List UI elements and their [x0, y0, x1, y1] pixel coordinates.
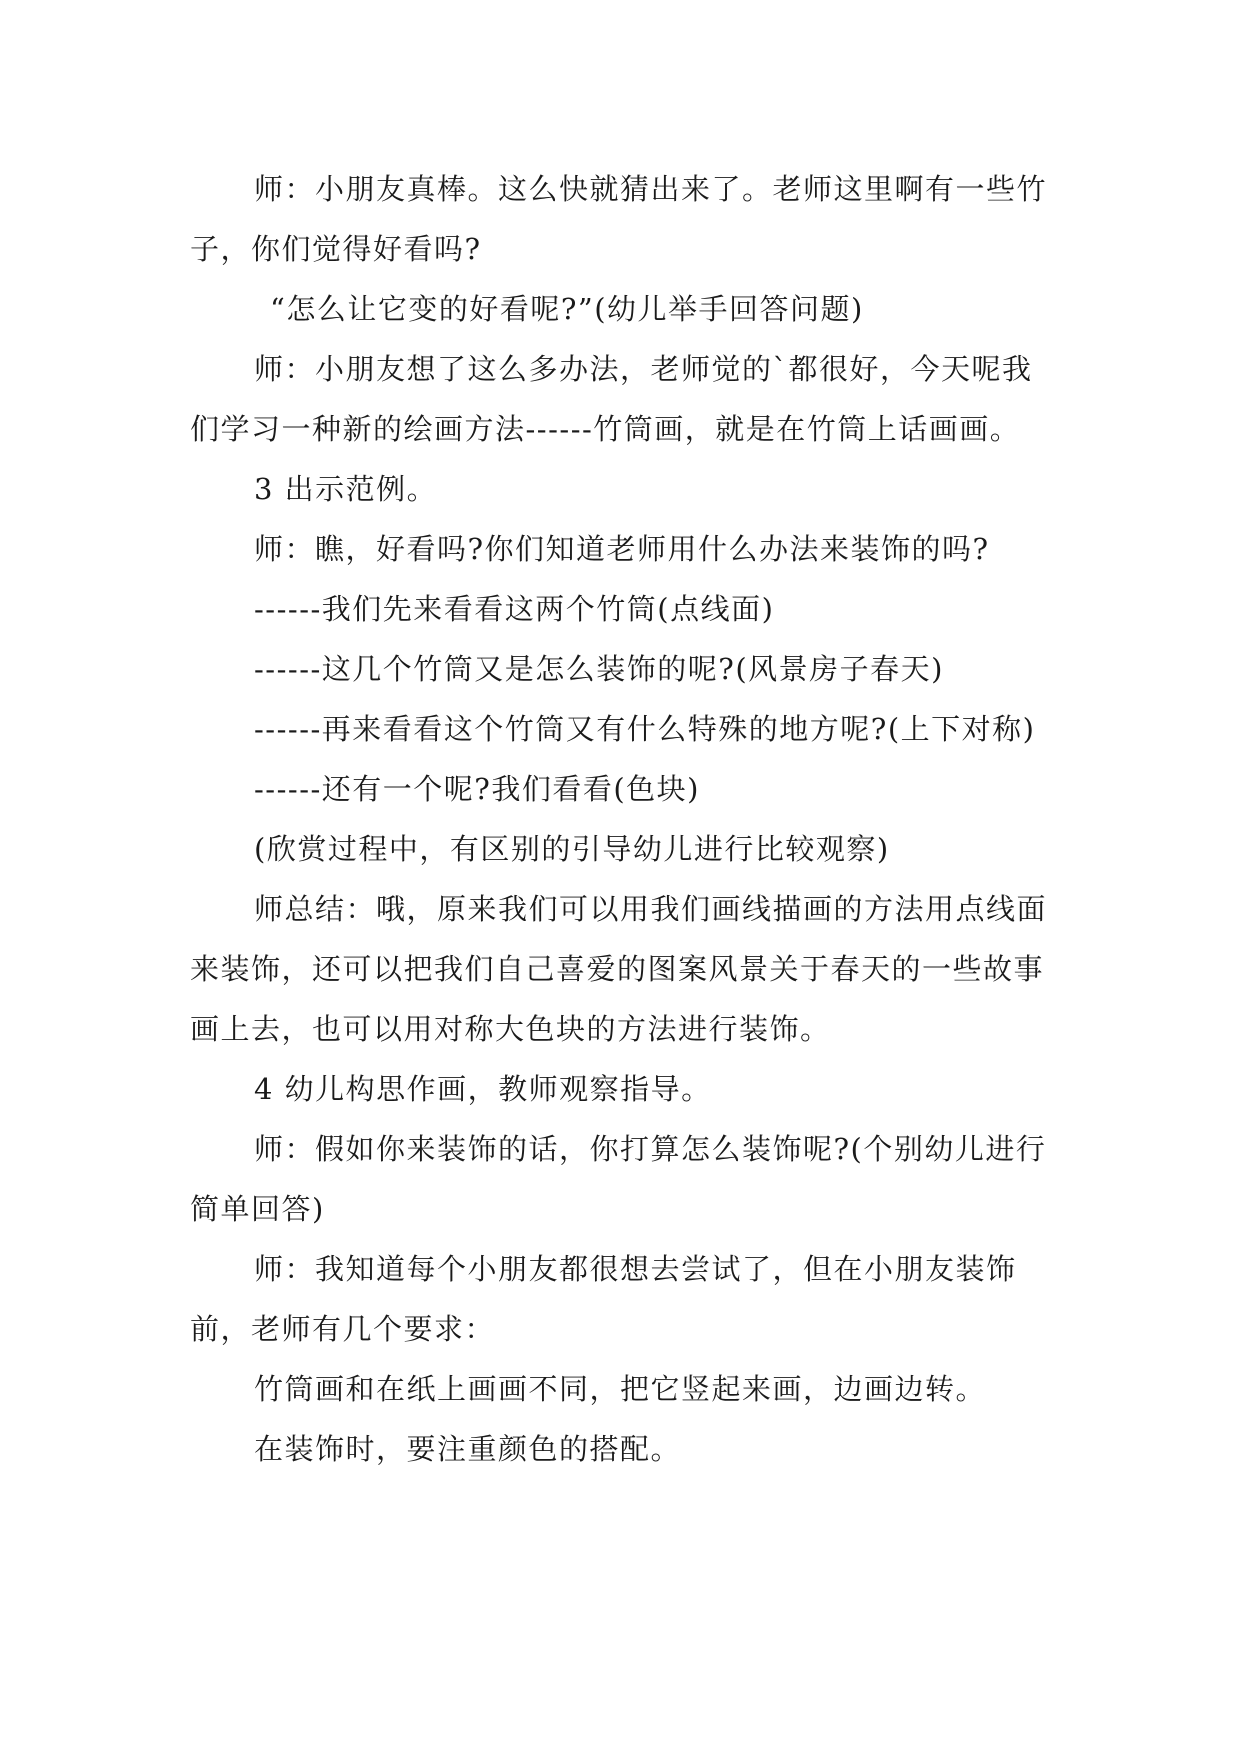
paragraph-requirements: 师：我知道每个小朋友都很想去尝试了，但在小朋友装饰前，老师有几个要求：: [190, 1252, 1017, 1346]
paragraph-summary: 师总结：哦，原来我们可以用我们画线描画的方法用点线面来装饰，还可以把我们自己喜爱的图案风景关于春天的一些故事画上去，也可以用对称大色块的方法进行装饰。: [190, 892, 1048, 1046]
paragraph-look-question: 师：瞧，好看吗?你们知道老师用什么办法来装饰的吗?: [254, 532, 990, 566]
paragraph-rule-colors: 在装饰时，要注重颜色的搭配。: [254, 1432, 682, 1466]
paragraph-rule-rotate: 竹筒画和在纸上画画不同，把它竖起来画，边画边转。: [254, 1372, 987, 1406]
paragraph-teacher-praise: 师：小朋友真棒。这么快就猜出来了。老师这里啊有一些竹子，你们觉得好看吗?: [190, 172, 1048, 266]
paragraph-appreciation: (欣赏过程中，有区别的引导幼儿进行比较观察): [254, 832, 890, 866]
paragraph-scenery: ------这几个竹筒又是怎么装饰的呢?(风景房子春天): [254, 652, 944, 686]
document-body: [190, 159, 1060, 1479]
paragraph-question-quote: “怎么让它变的好看呢?”(幼儿举手回答问题): [270, 292, 864, 326]
paragraph-step-3: 3 出示范例。: [254, 472, 438, 506]
paragraph-color-block: ------还有一个呢?我们看看(色块): [254, 772, 700, 806]
paragraph-dots-lines: ------我们先来看看这两个竹筒(点线面): [254, 592, 775, 626]
paragraph-step-4: 4 幼儿构思作画，教师观察指导。: [254, 1072, 712, 1106]
paragraph-symmetry: ------再来看看这个竹筒又有什么特殊的地方呢?(上下对称): [254, 712, 1036, 746]
paragraph-how-decorate: 师：假如你来装饰的话，你打算怎么装饰呢?(个别幼儿进行简单回答): [190, 1132, 1047, 1226]
paragraph-new-method: 师：小朋友想了这么多办法，老师觉的`都很好，今天呢我们学习一种新的绘画方法------竹筒画，就是在竹筒上话画画。: [190, 352, 1033, 446]
